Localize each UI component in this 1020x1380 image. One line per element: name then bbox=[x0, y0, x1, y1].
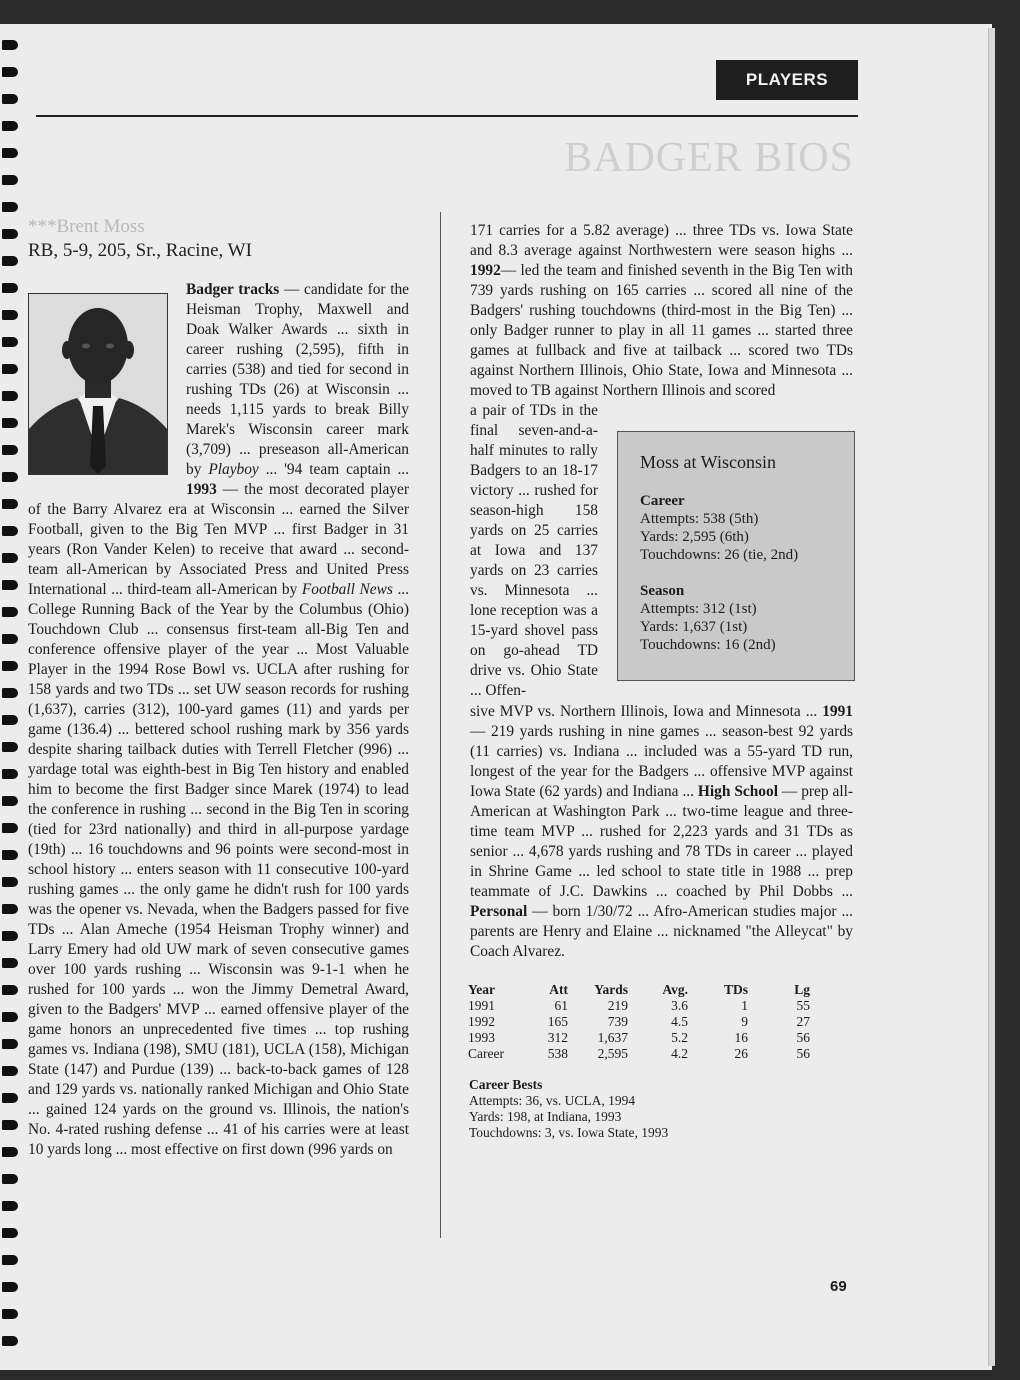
binding-ring bbox=[2, 1228, 18, 1238]
header-rule bbox=[36, 115, 858, 117]
binding-ring bbox=[2, 418, 18, 428]
binding-ring bbox=[2, 40, 18, 50]
lead-badger-tracks: Badger tracks bbox=[186, 281, 280, 298]
binding-ring bbox=[2, 1093, 18, 1103]
table-cell: 9 bbox=[741, 1014, 748, 1029]
table-cell: 1991 bbox=[468, 998, 495, 1013]
binding-ring bbox=[2, 904, 18, 914]
column-header: Year bbox=[468, 982, 495, 997]
rushing-stats-table bbox=[468, 982, 810, 1062]
bio-text: — prep all-American at Washington Park ... two-time league and three-time team MVP ... rushed for 2,223 yards and 31 TDs as senior ... 4,678 yards rushing and 78 TDs in career ... played in Shrine Game ... led school to state title in 1988 ... prep teammate of J.C. Dawkins ... coached by Phil Dobbs ... bbox=[470, 783, 853, 900]
bio-text: — candidate for the Heisman Trophy, Maxwell and Doak Walker Awards ... sixth in career rushing (2,595), fifth in carries (538) and tied for second in rushing TDs (26) at Wisconsin ... needs 1,115 yards to break Billy Marek's Wisconsin career mark (3,709) ... preseason all-American by bbox=[186, 281, 410, 478]
binding-ring bbox=[2, 310, 18, 320]
binding-ring bbox=[2, 661, 18, 671]
table-cell: 16 bbox=[734, 1030, 748, 1045]
binding-ring bbox=[2, 796, 18, 806]
lead-1993: 1993 bbox=[186, 481, 217, 498]
sidebox-line: Touchdowns: 16 (2nd) bbox=[640, 637, 776, 653]
lead-1992: 1992 bbox=[470, 262, 501, 279]
sidebox-season bbox=[640, 582, 776, 654]
binding-ring bbox=[2, 283, 18, 293]
spiral-binding bbox=[0, 40, 24, 1360]
table-row bbox=[468, 1046, 810, 1062]
binding-ring bbox=[2, 391, 18, 401]
binding-ring bbox=[2, 1282, 18, 1292]
career-best-line: Touchdowns: 3, vs. Iowa State, 1993 bbox=[469, 1125, 669, 1140]
table-cell: 219 bbox=[607, 998, 628, 1013]
table-cell: 27 bbox=[796, 1014, 810, 1029]
binding-ring bbox=[2, 958, 18, 968]
bio-text: — the most decorated player of the Barry Alvarez era at Wisconsin ... earned the Silver Football, given to the Big Ten MVP ... first Badger in 31 years (Ron Vander Kelen) to receive that award ... second-team all-American by Associated Press and United Press International ... third-team all-American by bbox=[28, 481, 409, 598]
binding-ring bbox=[2, 985, 18, 995]
binding-ring bbox=[2, 769, 18, 779]
table-cell: 4.5 bbox=[671, 1014, 688, 1029]
binding-ring bbox=[2, 1309, 18, 1319]
bio-text: ... College Running Back of the Year by the Columbus (Ohio) Touchdown Club ... consensus first-team all-Big Ten and conference offensive player of the year ... Most Valuable Player in the 1994 Rose Bowl vs. UCLA after rushing for 158 yards and two TDs ... set UW season records for rushing (1,637), carries (312), 100-yard games (11) and yards per game (136.4) ... bettered school rushing mark by 356 yards despite sharing tailback duties with Terrell Fletcher (996) ... yardage total was eighth-best in Big Ten history and enabled him to become the first Badger since Marek (1974) to lead the conference in rushing ... second in the Big Ten in scoring (tied for 23rd nationally) and third in all-purpose yardage (19th) ... 16 touchdowns and 96 points were second-most in school history ... enters season with 11 consecutive 100-yard rushing games ... the only game he didn't rush for 100 yards was the opener vs. Nevada, when the Badgers passed for five TDs ... Alan Ameche (1954 Heisman Trophy winner) and Larry Emery had old UW mark of seven consecutive games over 100 yards rushing ... Wisconsin was 9-1-1 when he rushed for 100 yards ... won the Jimmy Demetral Award, given to the Badgers' MVP ... earned offensive player of the game honors an unprecedented five times ... top rushing games vs. Indiana (198), SMU (181), UCLA (158), Michigan State (147) and Purdue (139) ... back-to-back games of 128 and 129 yards vs. nationally ranked Michigan and Ohio State ... gained 124 yards on the ground vs. Illinois, the nation's No. 4-rated rushing defense ... 41 of his carries were at least 10 yards long ... most effective on first down (996 yards on bbox=[28, 581, 409, 1158]
binding-ring bbox=[2, 1012, 18, 1022]
bio-right-bottom bbox=[470, 702, 853, 962]
bio-right-narrow: a pair of TDs in the final seven-and-a-half minutes to rally Badgers to an 18-17 victory ... rushed for season-high 158 yards on 25 carries at Iowa and 137 yards on 23 carries vs. Minnesota ... lone reception was a 15-yard shovel pass on go-ahead TD drive vs. Ohio State ... Offen- bbox=[470, 402, 598, 699]
page-number: 69 bbox=[830, 1278, 847, 1295]
binding-ring bbox=[2, 931, 18, 941]
sidebox-title: Moss at Wisconsin bbox=[640, 452, 776, 472]
binding-ring bbox=[2, 1336, 18, 1346]
column-header: TDs bbox=[723, 982, 748, 997]
binding-ring bbox=[2, 526, 18, 536]
table-header-row bbox=[468, 982, 810, 998]
table-cell: Career bbox=[468, 1046, 504, 1061]
column-header: Avg. bbox=[662, 982, 688, 997]
photo-wrap-spacer bbox=[28, 280, 186, 482]
table-cell: 2,595 bbox=[597, 1046, 628, 1061]
table-cell: 56 bbox=[796, 1046, 810, 1061]
binding-ring bbox=[2, 148, 18, 158]
table-cell: 1993 bbox=[468, 1030, 495, 1045]
bio-text: — born 1/30/72 ... Afro-American studies major ... parents are Henry and Elaine ... nicknamed "the Alleycat" by Coach Alvarez. bbox=[470, 903, 853, 960]
table-cell: 1 bbox=[741, 998, 748, 1013]
binding-ring bbox=[2, 1201, 18, 1211]
binding-ring bbox=[2, 1066, 18, 1076]
bio-text: — led the team and finished seventh in the Big Ten with 739 yards rushing on 165 carries ... scored all nine of the Badgers' rushing touchdowns (third-most in the Big Ten) ... only Badger runner to play in all 11 games ... started three games at fullback and five at tailback ... scored two TDs against Northern Illinois, Ohio State, Iowa and Minnesota ... moved to TB against Northern Illinois and scored bbox=[470, 262, 853, 399]
career-best-line: Attempts: 36, vs. UCLA, 1994 bbox=[469, 1093, 636, 1108]
sidebox-line: Touchdowns: 26 (tie, 2nd) bbox=[640, 547, 799, 563]
table-cell: 4.2 bbox=[671, 1046, 688, 1061]
binding-ring bbox=[2, 499, 18, 509]
career-bests bbox=[469, 1077, 668, 1141]
binding-ring bbox=[2, 715, 18, 725]
publication-name: Football News bbox=[301, 581, 393, 598]
career-bests-heading: Career Bests bbox=[469, 1077, 543, 1092]
bio-text: 171 carries for a 5.82 average) ... three TDs vs. Iowa State and 8.3 average against Northwestern were season highs ... bbox=[470, 222, 853, 259]
binding-ring bbox=[2, 175, 18, 185]
column-header: Att bbox=[549, 982, 568, 997]
table-cell: 56 bbox=[796, 1030, 810, 1045]
table-cell: 55 bbox=[796, 998, 810, 1013]
bio-text: ... '94 team captain ... bbox=[258, 461, 409, 478]
bio-text: — 219 yards rushing in nine games ... season-best 92 yards (11 carries) vs. Indiana ... included was a 55-yard TD run, longest of the year for the Badgers ... offensive MVP against Iowa State (62 yards) and Indiana ... bbox=[470, 723, 853, 800]
sidebox-line: Yards: 2,595 (6th) bbox=[640, 529, 749, 545]
sidebox-line: Attempts: 538 (5th) bbox=[640, 511, 759, 527]
binding-ring bbox=[2, 337, 18, 347]
binding-ring bbox=[2, 256, 18, 266]
sidebox-career-heading: Career bbox=[640, 493, 685, 509]
column-header: Yards bbox=[594, 982, 628, 997]
player-subhead: RB, 5-9, 205, Sr., Racine, WI bbox=[28, 240, 252, 261]
table-cell: 5.2 bbox=[671, 1030, 688, 1045]
binding-ring bbox=[2, 445, 18, 455]
bio-right-top bbox=[470, 221, 853, 401]
table-cell: 739 bbox=[607, 1014, 628, 1029]
table-cell: 538 bbox=[547, 1046, 568, 1061]
binding-ring bbox=[2, 607, 18, 617]
table-cell: 3.6 bbox=[671, 998, 688, 1013]
sidebox-line: Attempts: 312 (1st) bbox=[640, 601, 757, 617]
binding-ring bbox=[2, 688, 18, 698]
bio-text: sive MVP vs. Northern Illinois, Iowa and Minnesota ... bbox=[470, 703, 823, 720]
table-cell: 1992 bbox=[468, 1014, 495, 1029]
column-header: Lg bbox=[794, 982, 810, 997]
binding-ring bbox=[2, 364, 18, 374]
binding-ring bbox=[2, 121, 18, 131]
binding-ring bbox=[2, 850, 18, 860]
binding-ring bbox=[2, 67, 18, 77]
binding-ring bbox=[2, 634, 18, 644]
binding-ring bbox=[2, 553, 18, 563]
binding-ring bbox=[2, 580, 18, 590]
table-cell: 61 bbox=[554, 998, 568, 1013]
lead-high-school: High School bbox=[697, 783, 778, 800]
stats-sidebox bbox=[617, 431, 855, 681]
page-edge bbox=[988, 28, 995, 1366]
binding-ring bbox=[2, 472, 18, 482]
table-cell: 165 bbox=[547, 1014, 568, 1029]
bio-left-column bbox=[28, 280, 409, 1160]
table-row bbox=[468, 998, 810, 1014]
table-cell: 312 bbox=[547, 1030, 568, 1045]
binding-ring bbox=[2, 1255, 18, 1265]
binding-ring bbox=[2, 94, 18, 104]
binding-ring bbox=[2, 229, 18, 239]
career-best-line: Yards: 198, at Indiana, 1993 bbox=[469, 1109, 622, 1124]
sidebox-career bbox=[640, 492, 798, 564]
lead-1991: 1991 bbox=[822, 703, 853, 720]
table-cell: 26 bbox=[734, 1046, 748, 1061]
binding-ring bbox=[2, 877, 18, 887]
binding-ring bbox=[2, 742, 18, 752]
binding-ring bbox=[2, 202, 18, 212]
binding-ring bbox=[2, 1039, 18, 1049]
table-row bbox=[468, 1014, 810, 1030]
publication-name: Playboy bbox=[208, 461, 259, 478]
binding-ring bbox=[2, 1174, 18, 1184]
page-heading: BADGER BIOS bbox=[564, 135, 854, 181]
binding-ring bbox=[2, 1120, 18, 1130]
column-divider bbox=[440, 212, 441, 1238]
binding-ring bbox=[2, 823, 18, 833]
player-name: ***Brent Moss bbox=[28, 216, 145, 237]
sidebox-line: Yards: 1,637 (1st) bbox=[640, 619, 748, 635]
lead-personal: Personal bbox=[470, 903, 528, 920]
table-cell: 1,637 bbox=[597, 1030, 628, 1045]
section-tab: PLAYERS bbox=[716, 60, 858, 100]
binding-ring bbox=[2, 1147, 18, 1157]
table-row bbox=[468, 1030, 810, 1046]
sidebox-season-heading: Season bbox=[640, 583, 685, 599]
